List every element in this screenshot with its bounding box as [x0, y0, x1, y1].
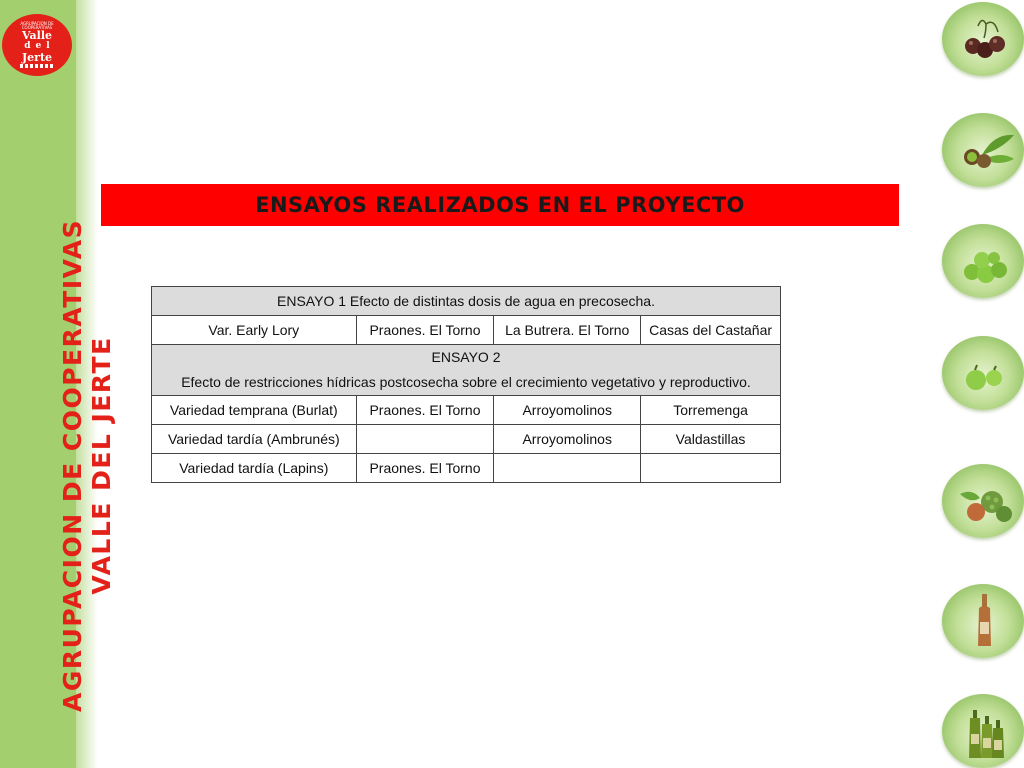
logo-scallop-decoration [20, 64, 54, 68]
logo-word-del: del [24, 41, 55, 51]
title-banner [101, 184, 899, 226]
logo-word-valle: Valle [21, 29, 52, 42]
table-cell [641, 454, 781, 483]
table-row [152, 316, 781, 345]
table-cell: Torremenga [641, 396, 781, 425]
cherries-icon [942, 2, 1024, 76]
table-cell: Variedad tardía (Lapins) [152, 454, 357, 483]
kiwi-leaves-icon [942, 113, 1024, 187]
page-title: ENSAYOS REALIZADOS EN EL PROYECTO [255, 193, 745, 217]
ensayo2-title: ENSAYO 2 [431, 349, 501, 365]
table-cell: Variedad tardía (Ambrunés) [152, 425, 357, 454]
trials-table [151, 286, 781, 483]
table-cell: Arroyomolinos [494, 425, 641, 454]
table-row [152, 425, 781, 454]
ensayo2-description: Efecto de restricciones hídricas postcosecha sobre el crecimiento vegetativo y reproductivo. [181, 374, 751, 390]
ensayo2-header [152, 345, 781, 396]
ensayo1-header: ENSAYO 1 Efecto de distintas dosis de agua en precosecha. [152, 287, 781, 316]
sidebar-title-line1: AGRUPACION DE COOPERATIVAS [58, 218, 87, 712]
sidebar-vertical-title [58, 219, 116, 712]
sidebar-title-line2: VALLE DEL JERTE [87, 336, 116, 595]
table-cell: Var. Early Lory [152, 316, 357, 345]
table-cell: Praones. El Torno [356, 396, 494, 425]
table-cell: Variedad temprana (Burlat) [152, 396, 357, 425]
custard-apple-icon [942, 464, 1024, 538]
table-cell: Praones. El Torno [356, 454, 494, 483]
table-row [152, 454, 781, 483]
table-cell: Praones. El Torno [356, 316, 494, 345]
table-cell [356, 425, 494, 454]
table-row [152, 345, 781, 396]
cooperative-logo [2, 14, 72, 76]
product-icons-column [940, 0, 1024, 768]
liqueur-bottle-icon [942, 584, 1024, 658]
table-cell: Arroyomolinos [494, 396, 641, 425]
table-cell: Valdastillas [641, 425, 781, 454]
figs-icon [942, 336, 1024, 410]
oil-bottles-icon [942, 694, 1024, 768]
table-row [152, 396, 781, 425]
table-cell: Casas del Castañar [641, 316, 781, 345]
green-apples-icon [942, 224, 1024, 298]
table-row [152, 287, 781, 316]
logo-association-text: AGRUPACION DE COOPERATIVAS [20, 21, 54, 30]
logo-word-jerte: Jerte [21, 51, 53, 64]
table-cell: La Butrera. El Torno [494, 316, 641, 345]
table-cell [494, 454, 641, 483]
